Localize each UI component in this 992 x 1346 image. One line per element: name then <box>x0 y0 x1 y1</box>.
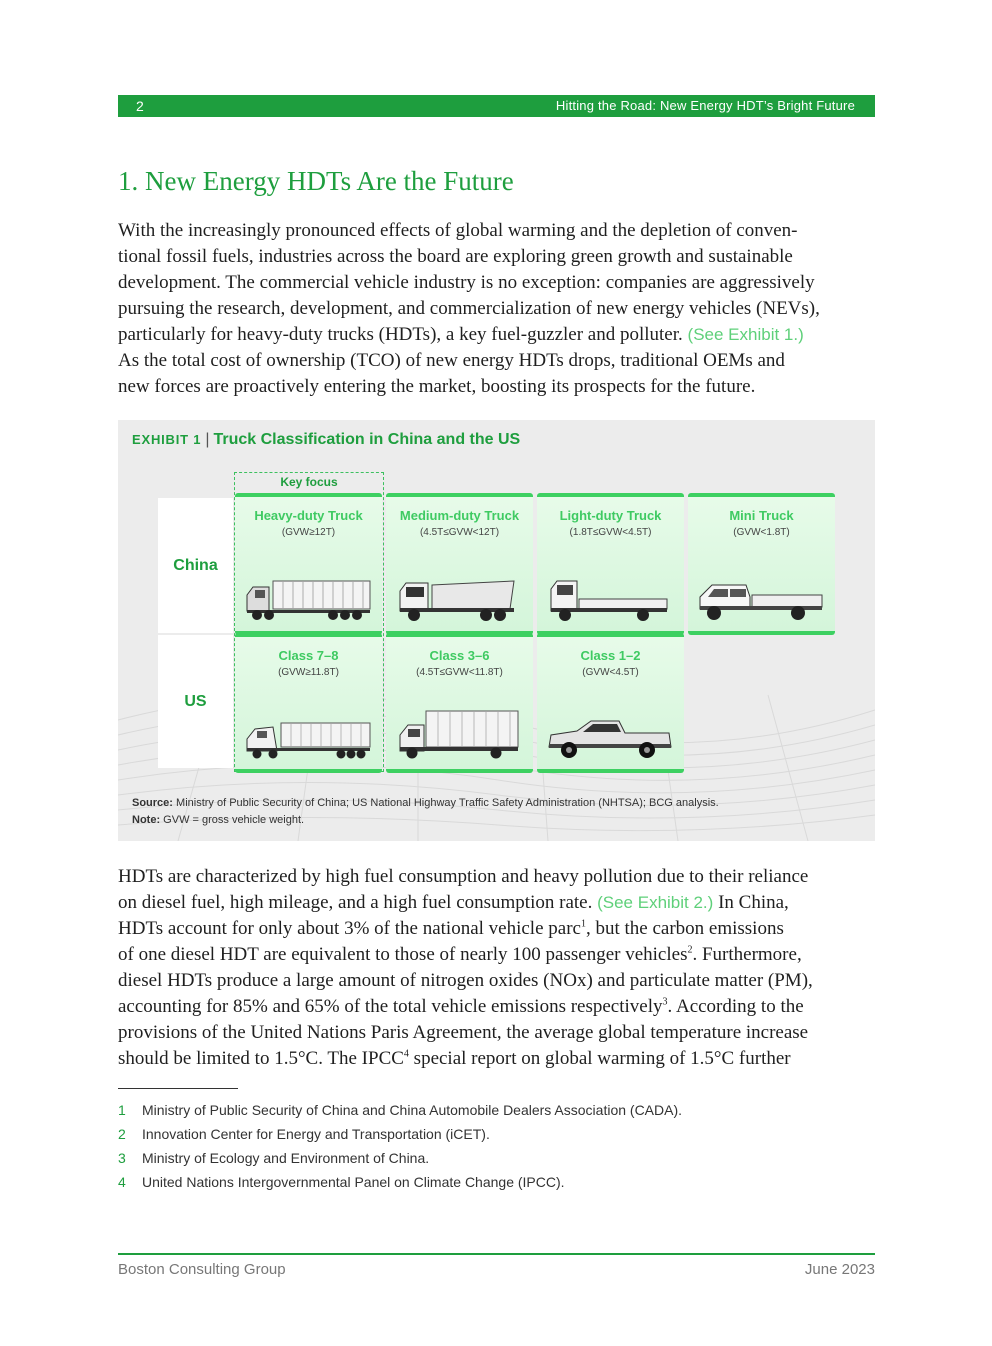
footnote-number: 2 <box>118 1126 126 1142</box>
card-name: Class 7–8 <box>278 648 339 663</box>
exhibit-heading: Truck Classification in China and the US <box>213 431 521 448</box>
container-truck-icon <box>245 579 372 621</box>
running-header <box>118 95 875 117</box>
mini-truck-icon <box>698 579 825 621</box>
exhibit-1-link[interactable]: (See Exhibit 1.) <box>687 325 804 344</box>
exhibit-2-link[interactable]: (See Exhibit 2.) <box>597 893 714 912</box>
exhibit-1 <box>118 420 875 841</box>
card-gvw: (GVW≥12T) <box>281 527 336 538</box>
body-line: on diesel fuel, high mileage, and a high fuel consumption rate. <box>118 892 593 913</box>
card-name: Heavy-duty Truck <box>254 508 363 523</box>
card-gvw: (GVW<4.5T) <box>582 667 639 678</box>
exhibit-source <box>132 795 719 829</box>
report-title: Hitting the Road: New Energy HDT’s Bright Future <box>555 98 855 113</box>
card-medium-duty-truck <box>386 493 533 635</box>
card-class-3-6 <box>386 633 533 773</box>
intro-line: new forces are proactively entering the market, boosting its prospects for the future. <box>118 376 756 397</box>
card-light-duty-truck <box>537 493 684 635</box>
page-number: 2 <box>136 98 144 114</box>
note-label: Note: <box>132 814 161 826</box>
intro-line: tional fossil fuels, industries across the board are exploring green growth and sustainable <box>118 246 793 267</box>
flatbed-truck-icon <box>547 579 674 621</box>
note-text: GVW = gross vehicle weight. <box>163 814 305 826</box>
footnote-ref[interactable]: 3 <box>662 996 668 1008</box>
source-label: Source: <box>132 797 173 809</box>
section-title: 1. New Energy HDTs Are the Future <box>118 166 514 196</box>
footnote-item <box>118 1174 565 1190</box>
body-line: HDTs account for only about 3% of the national vehicle parc <box>118 918 581 939</box>
dump-truck-icon <box>396 579 523 621</box>
card-gvw: (GVW<1.8T) <box>733 527 790 538</box>
row-label-china: China <box>158 498 233 633</box>
footnote-ref[interactable]: 1 <box>580 918 586 930</box>
intro-line: development. The commercial vehicle industry is no exception: companies are aggressively <box>118 272 815 293</box>
footnote-text: United Nations Intergovernmental Panel on Climate Change (IPCC). <box>142 1174 565 1190</box>
body-line: provisions of the United Nations Paris Agreement, the average global temperature increase <box>118 1022 809 1043</box>
body-line: . According to the <box>667 996 804 1017</box>
footnote-item <box>118 1150 429 1166</box>
source-text: Ministry of Public Security of China; US National Highway Traffic Safety Administration (NHTSA); BCG analysis. <box>176 797 719 809</box>
semi-truck-icon <box>245 721 372 759</box>
card-gvw: (1.8T≤GVW<4.5T) <box>569 527 652 538</box>
exhibit-tag: EXHIBIT 1 <box>132 432 202 447</box>
footnote-divider <box>118 1088 238 1089</box>
card-mini-truck <box>688 493 835 635</box>
body-line: should be limited to 1.5°C. The IPCC <box>118 1048 404 1069</box>
pickup-truck-icon <box>547 717 674 759</box>
footnote-number: 3 <box>118 1150 126 1166</box>
card-name: Medium-duty Truck <box>399 508 520 523</box>
body-line: accounting for 85% and 65% of the total vehicle emissions respectively <box>118 996 663 1017</box>
footnote-number: 4 <box>118 1174 126 1190</box>
body-line: In China, <box>718 892 789 913</box>
footnote-ref[interactable]: 4 <box>403 1048 409 1060</box>
footnote-item <box>118 1126 490 1142</box>
card-gvw: (GVW≥11.8T) <box>278 667 339 678</box>
footnote-text: Ministry of Ecology and Environment of China. <box>142 1150 430 1166</box>
intro-paragraph <box>118 218 878 400</box>
intro-line: As the total cost of ownership (TCO) of new energy HDTs drops, traditional OEMs and <box>118 350 785 371</box>
body-line: of one diesel HDT are equivalent to those of nearly 100 passenger vehicles <box>118 944 688 965</box>
intro-line: pursuing the research, development, and commercialization of new energy vehicles (NEVs), <box>118 298 820 319</box>
footnote-text: Innovation Center for Energy and Transportation (iCET). <box>142 1126 490 1142</box>
body-paragraph-2 <box>118 864 878 1072</box>
footnote-text: Ministry of Public Security of China and China Automobile Dealers Association (CADA). <box>142 1102 683 1118</box>
card-heavy-duty-truck <box>235 493 382 635</box>
footer-company: Boston Consulting Group <box>118 1261 286 1278</box>
card-class-7-8 <box>235 633 382 773</box>
card-gvw: (4.5T≤GVW<12T) <box>419 527 500 538</box>
card-name: Mini Truck <box>729 508 794 523</box>
intro-line: With the increasingly pronounced effects of global warming and the depletion of conven- <box>118 220 798 241</box>
body-line: . Furthermore, <box>692 944 802 965</box>
key-focus-label: Key focus <box>280 475 338 489</box>
footer-divider <box>118 1253 875 1255</box>
row-label-us: US <box>158 635 233 768</box>
body-line: special report on global warming of 1.5°C further <box>408 1048 791 1069</box>
footer-date: June 2023 <box>804 1261 875 1278</box>
body-line: diesel HDTs produce a large amount of nitrogen oxides (NOx) and particulate matter (PM), <box>118 970 813 991</box>
footnote-number: 1 <box>118 1102 126 1118</box>
card-name: Class 3–6 <box>429 648 490 663</box>
footnote-ref[interactable]: 2 <box>687 944 693 956</box>
card-name: Light-duty Truck <box>559 508 662 523</box>
intro-line: particularly for heavy-duty trucks (HDTs), a key fuel-guzzler and polluter. <box>118 324 683 345</box>
card-name: Class 1–2 <box>580 648 641 663</box>
exhibit-title: EXHIBIT 1 | Truck Classification in China and the US <box>132 431 521 448</box>
body-line: HDTs are characterized by high fuel consumption and heavy pollution due to their reliance <box>118 866 809 887</box>
box-truck-icon <box>396 709 523 759</box>
footnote-item <box>118 1102 682 1118</box>
card-class-1-2 <box>537 633 684 773</box>
body-line: , but the carbon emissions <box>585 918 784 939</box>
card-gvw: (4.5T≤GVW<11.8T) <box>416 667 503 678</box>
